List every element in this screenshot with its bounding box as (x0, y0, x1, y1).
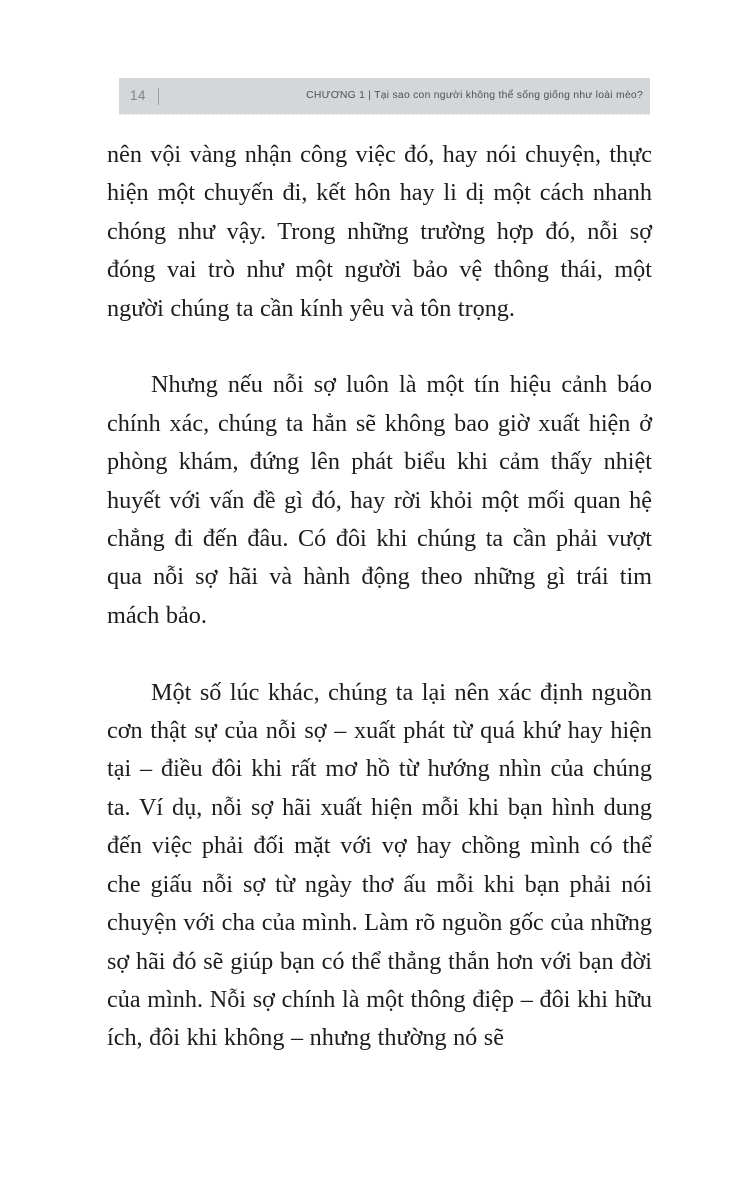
paragraph-3: Một số lúc khác, chúng ta lại nên xác định nguồn cơn thật sự của nỗi sợ – xuất phát từ quá khứ hay hiện tại – điều đôi khi rất mơ hồ từ hướng nhìn của chúng ta. Ví dụ, nỗi sợ hãi xuất hiện mỗi khi bạn hình dung đến việc phải đối mặt với vợ hay chồng mình có thể che giấu nỗi sợ từ ngày thơ ấu mỗi khi bạn phải nói chuyện với cha của mình. Làm rõ nguồn gốc của những sợ hãi đó sẽ giúp bạn có thể thẳng thắn hơn với bạn đời của mình. Nỗi sợ chính là một thông điệp – đôi khi hữu ích, đôi khi không – nhưng thường nó sẽ (107, 678, 652, 1052)
paragraph-2: Nhưng nếu nỗi sợ luôn là một tín hiệu cảnh báo chính xác, chúng ta hẳn sẽ không bao giờ xuất hiện ở phòng khám, đứng lên phát biểu khi cảm thấy nhiệt huyết với vấn đề gì đó, hay rời khỏi một mối quan hệ chẳng đi đến đâu. Có đôi khi chúng ta cần phải vượt qua nỗi sợ hãi và hành động theo những gì trái tim mách bảo. (107, 371, 652, 629)
paragraph-1: nên vội vàng nhận công việc đó, hay nói chuyện, thực hiện một chuyến đi, kết hôn hay li dị một cách nhanh chóng như vậy. Trong những trường hợp đó, nỗi sợ đóng vai trò như một người bảo vệ thông thái, một người chúng ta cần kính yêu và tôn trọng. (107, 141, 652, 322)
body-text-column (107, 136, 652, 1058)
header-separator-rule (158, 88, 159, 105)
running-head-band (119, 78, 650, 114)
page-number: 14 (130, 88, 146, 104)
chapter-running-head: CHƯƠNG 1 | Tại sao con người không thể sống giống như loài mèo? (306, 89, 643, 101)
